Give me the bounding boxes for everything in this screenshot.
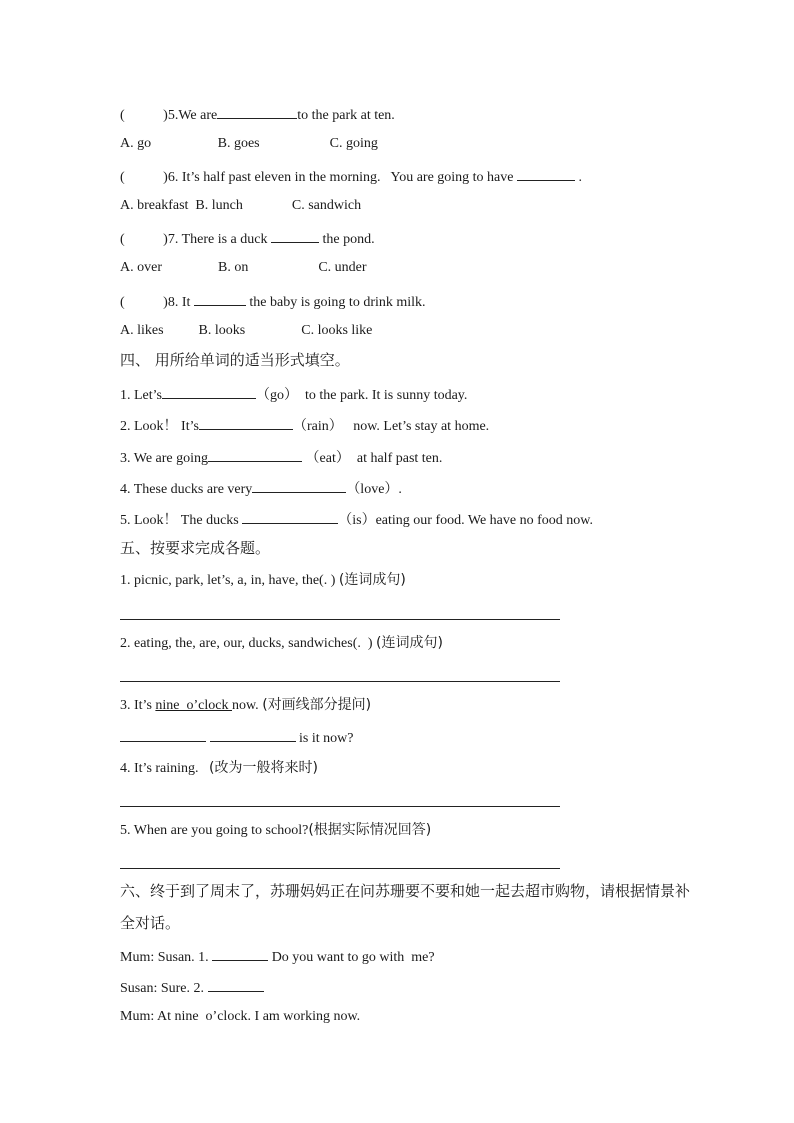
answer-line[interactable] (120, 806, 560, 807)
task-instruction: (对画线部分提问) (262, 697, 372, 713)
mc-question-6 (120, 166, 582, 187)
question-text: to the park at ten. (297, 108, 395, 123)
task-2 (120, 634, 443, 653)
question-text: the pond. (318, 232, 375, 247)
item-text: （love）. (346, 482, 402, 497)
task-instruction: (改为一般将来时) (209, 760, 318, 776)
task-4 (120, 759, 318, 778)
task-text: is it now? (295, 731, 354, 746)
item-text: 4. These ducks are very (120, 482, 253, 497)
item-text: （rain） now. Let’s stay at home. (292, 419, 490, 434)
answer-line[interactable] (120, 619, 560, 620)
task-text: 4. It’s raining. (120, 761, 210, 776)
fill-item-4 (120, 478, 402, 499)
task-text: 2. eating, the, are, our, ducks, sandwiches(. ) (120, 636, 377, 651)
dialogue-line-3 (120, 1008, 360, 1026)
question-text: 5.We are (167, 108, 218, 123)
question-text: . (575, 170, 582, 185)
task-text: 5. When are you going to school? (120, 823, 309, 838)
dialogue-line-2 (120, 977, 264, 998)
answer-blank[interactable] (194, 291, 246, 306)
answer-blank[interactable] (162, 384, 256, 399)
answer-line[interactable] (120, 868, 560, 869)
dialogue-text: Mum: Susan. 1. (120, 950, 213, 965)
task-3-answer (120, 727, 353, 748)
dialogue-line-1 (120, 946, 435, 967)
answer-paren[interactable]: ( ) (120, 108, 168, 123)
section5-heading: 五、按要求完成各题。 (120, 539, 271, 557)
task-text: 1. picnic, park, let’s, a, in, have, the(. ) (120, 573, 339, 588)
fill-item-2 (120, 415, 489, 436)
answer-blank[interactable] (271, 228, 319, 243)
answer-line[interactable] (120, 681, 560, 682)
task-instruction: (连词成句) (376, 635, 443, 651)
fill-item-1 (120, 384, 467, 405)
question-text: 7. There is a duck (167, 232, 271, 247)
dialogue-text: Do you want to go with me? (268, 950, 435, 965)
item-text: （eat） at half past ten. (302, 451, 443, 466)
question-text: 6. It’s half past eleven in the morning. You are going to have (167, 170, 517, 185)
task-text: 3. It’s (120, 698, 156, 713)
answer-blank[interactable] (217, 104, 297, 119)
task-1 (120, 571, 406, 590)
section6-intro: 六、终于到了周末了，苏珊妈妈正在问苏珊要不要和她一起去超市购物，请根据情景补全对话。 (120, 882, 691, 932)
item-text: 5. Look！ The ducks (120, 513, 243, 528)
answer-blank[interactable] (120, 727, 206, 742)
mc-options-6: A. breakfast B. lunch C. sandwich (120, 198, 362, 213)
answer-paren[interactable]: ( ) (120, 295, 168, 310)
answer-blank[interactable] (517, 166, 575, 181)
answer-blank[interactable] (210, 727, 296, 742)
mc-options-8: A. likes B. looks C. looks like (120, 323, 373, 338)
question-text: the baby is going to drink milk. (245, 295, 426, 310)
task-text: now. (231, 698, 263, 713)
task-instruction: (根据实际情况回答) (308, 822, 432, 838)
mc-options-5: A. go B. goes C. going (120, 136, 378, 151)
answer-blank[interactable] (208, 977, 264, 992)
fill-item-5 (120, 509, 593, 530)
section4-heading: 四、 用所给单词的适当形式填空。 (120, 351, 350, 369)
mc-options-7: A. over B. on C. under (120, 260, 367, 275)
item-text: 2. Look！ It’s (120, 419, 199, 434)
item-text: （is）eating our food. We have no food now. (338, 513, 593, 528)
fill-item-3 (120, 447, 442, 468)
task-instruction: (连词成句) (338, 572, 406, 588)
answer-paren[interactable]: ( ) (120, 170, 168, 185)
dialogue-text: Susan: Sure. 2. (120, 981, 208, 996)
answer-paren[interactable]: ( ) (120, 232, 168, 247)
answer-blank[interactable] (208, 447, 302, 462)
answer-blank[interactable] (242, 509, 338, 524)
mc-question-5 (120, 104, 395, 125)
mc-question-8 (120, 291, 426, 312)
mc-question-7 (120, 228, 375, 249)
item-text: 1. Let’s (120, 388, 162, 403)
dialogue-text: Mum: At nine o’clock. I am working now. (120, 1009, 361, 1024)
answer-blank[interactable] (252, 478, 346, 493)
answer-blank[interactable] (199, 415, 293, 430)
task-3 (120, 696, 371, 715)
item-text: 3. We are going (120, 451, 209, 466)
answer-blank[interactable] (212, 946, 268, 961)
task-5 (120, 821, 431, 840)
underlined-phrase: nine o’clock (155, 698, 232, 713)
item-text: （go） to the park. It is sunny today. (256, 388, 468, 403)
question-text: 8. It (167, 295, 194, 310)
